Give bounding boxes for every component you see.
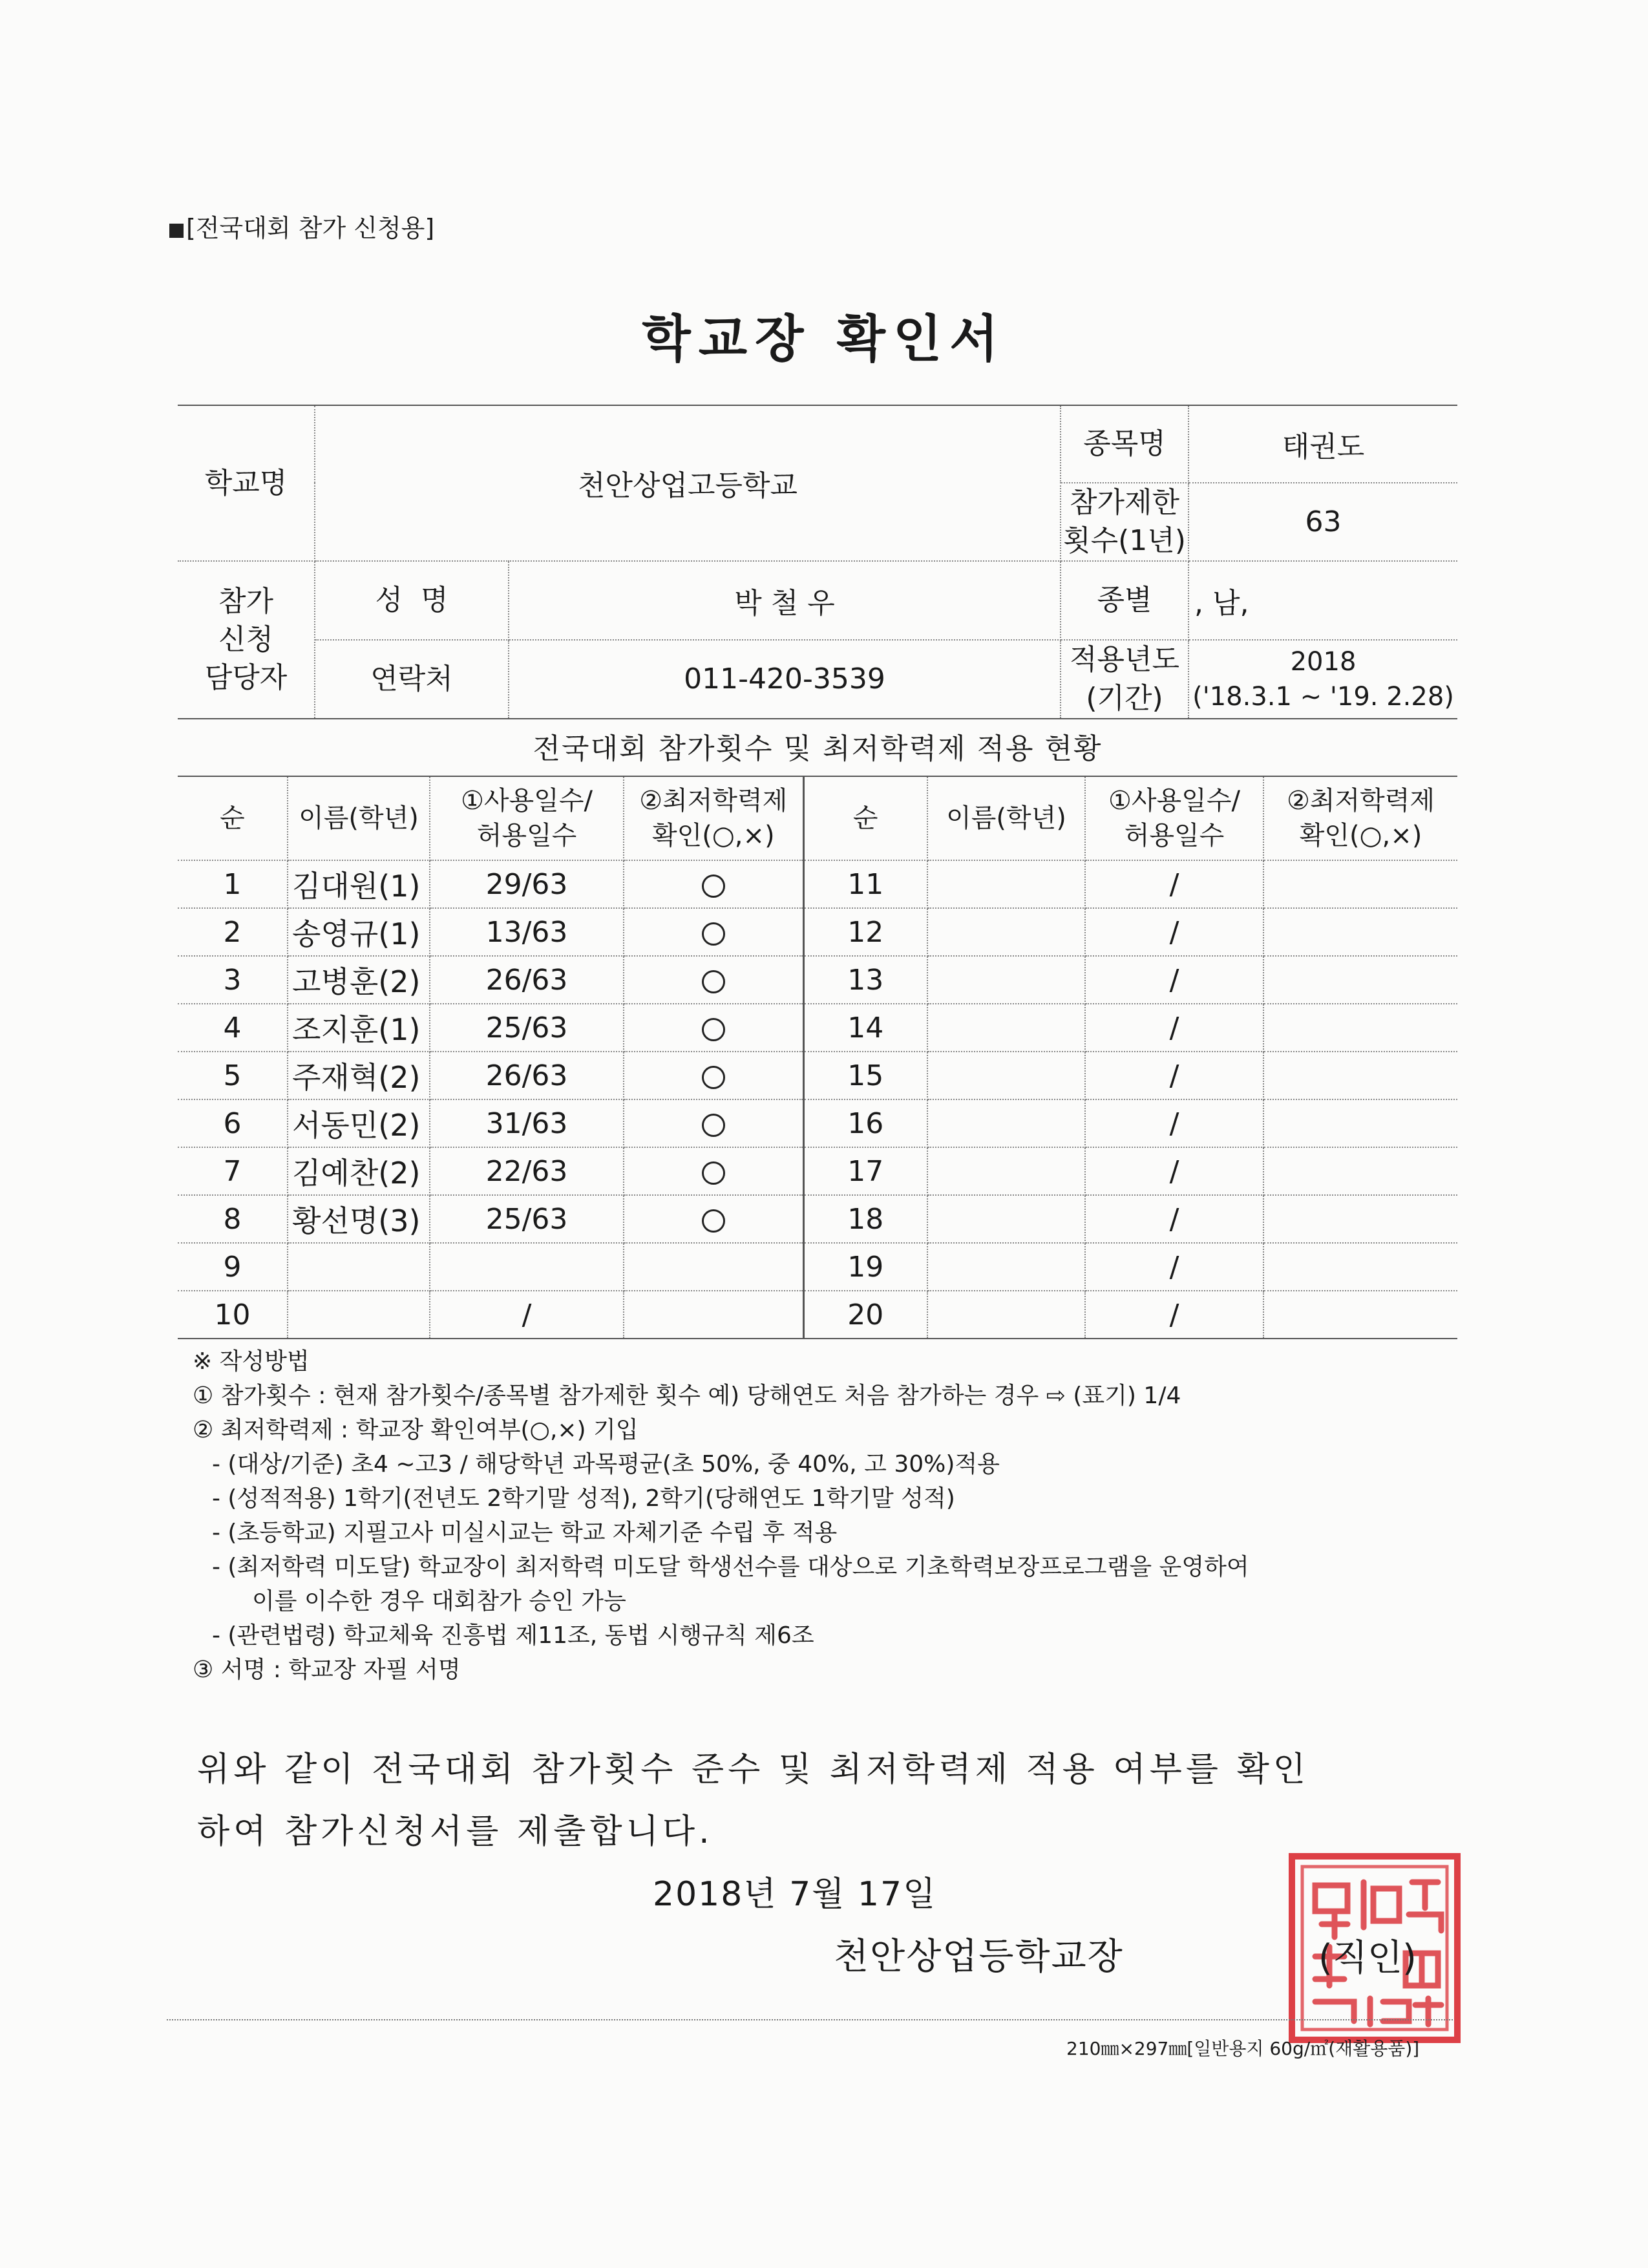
circle-mark-icon: [702, 1161, 725, 1185]
cell-check: [624, 1147, 803, 1195]
table-row: [178, 1243, 1457, 1291]
cell-check: [624, 1243, 803, 1291]
cell-no: 18: [803, 1195, 927, 1243]
cell-name: 김대원(1): [288, 860, 430, 908]
cell-check: [624, 1099, 803, 1147]
cell-days: /: [1085, 1291, 1263, 1339]
cell-no: 2: [178, 908, 288, 956]
circle-mark-icon: [702, 1114, 725, 1137]
table-row: [178, 1052, 1457, 1099]
cell-days: /: [1085, 1004, 1263, 1052]
cell-days: /: [1085, 1243, 1263, 1291]
cell-name: [288, 1291, 430, 1339]
cell-days: 13/63: [430, 908, 624, 956]
cell-no: 19: [803, 1243, 927, 1291]
cell-days: /: [1085, 908, 1263, 956]
instructions-heading: ※ 작성방법: [193, 1348, 310, 1375]
cell-check: [624, 1052, 803, 1099]
event-value: 태권도: [1188, 405, 1457, 483]
instruction-subitem: - (성적적용) 1학기(전년도 2학기말 성적), 2학기(당해연도 1학기말 성적): [212, 1485, 955, 1512]
col-name: 이름(학년): [927, 776, 1085, 860]
applicant-info-table: [178, 405, 1457, 719]
name-value: 박 철 우: [509, 561, 1061, 640]
principal-signature: 천안상업등학교장: [834, 1936, 1124, 1978]
cell-days: /: [1085, 956, 1263, 1004]
col-no: 순: [178, 776, 288, 860]
square-bullet-icon: [169, 224, 184, 238]
contact-value: 011-420-3539: [509, 640, 1061, 719]
cell-name: 조지훈(1): [288, 1004, 430, 1052]
instruction-subitem: - (대상/기준) 초4 ~고3 / 해당학년 과목평균(초 50%, 중 40%, 고 30%)적용: [212, 1451, 1000, 1478]
cell-name: [927, 1243, 1085, 1291]
cell-no: 20: [803, 1291, 927, 1339]
cell-no: 9: [178, 1243, 288, 1291]
participation-table: [178, 776, 1457, 1339]
cell-days: [430, 1243, 624, 1291]
limit-value: 63: [1188, 483, 1457, 561]
cell-check: [624, 1195, 803, 1243]
circle-mark-icon: [702, 1018, 725, 1041]
table-row: [178, 1291, 1457, 1339]
cell-name: 김예찬(2): [288, 1147, 430, 1195]
cell-check: [1263, 1291, 1457, 1339]
cell-name: [927, 1004, 1085, 1052]
gender-value: , 남,: [1188, 561, 1457, 640]
form-type-tag: [169, 208, 434, 244]
cell-days: /: [1085, 1099, 1263, 1147]
cell-days: /: [1085, 1195, 1263, 1243]
cell-days: 25/63: [430, 1004, 624, 1052]
cell-check: [1263, 1099, 1457, 1147]
cell-days: 26/63: [430, 956, 624, 1004]
cell-name: 송영규(1): [288, 908, 430, 956]
cell-no: 4: [178, 1004, 288, 1052]
cell-name: 주재혁(2): [288, 1052, 430, 1099]
cell-name: [927, 860, 1085, 908]
instruction-item: ① 참가횟수 : 현재 참가횟수/종목별 참가제한 횟수 예) 당해연도 처음 참가하는 경우 ⇨ (표기) 1/4: [193, 1383, 1181, 1409]
cell-name: 서동민(2): [288, 1099, 430, 1147]
cell-no: 11: [803, 860, 927, 908]
cell-name: 고병훈(2): [288, 956, 430, 1004]
seal-label: (직인): [1318, 1937, 1417, 1979]
cell-no: 15: [803, 1052, 927, 1099]
cell-name: [927, 1052, 1085, 1099]
cell-days: 26/63: [430, 1052, 624, 1099]
cell-check: [1263, 1195, 1457, 1243]
cell-name: [927, 956, 1085, 1004]
year-value: 2018 ('18.3.1 ~ '19. 2.28): [1188, 640, 1457, 719]
cell-no: 10: [178, 1291, 288, 1339]
circle-mark-icon: [702, 922, 725, 946]
event-label: 종목명: [1061, 405, 1188, 483]
instruction-item: ③ 서명 : 학교장 자필 서명: [193, 1657, 461, 1683]
table-row: [178, 1195, 1457, 1243]
applicant-label: 참가 신청 담당자: [178, 561, 315, 719]
cell-check: [1263, 860, 1457, 908]
document-date: 2018년 7월 17일: [653, 1875, 937, 1914]
name-label: 성 명: [315, 561, 509, 640]
paper-spec: 210㎜×297㎜[일반용지 60g/㎡(재활용품)]: [1066, 2038, 1420, 2059]
circle-mark-icon: [702, 970, 725, 993]
col-no: 순: [803, 776, 927, 860]
instructions: [193, 1344, 1249, 1687]
cell-check: [624, 860, 803, 908]
cell-no: 1: [178, 860, 288, 908]
cell-no: 7: [178, 1147, 288, 1195]
instruction-item: ② 최저학력제 : 학교장 확인여부(○,×) 기입: [193, 1417, 639, 1443]
instruction-subitem: - (초등학교) 지필고사 미실시교는 학교 자체기준 수립 후 적용: [212, 1520, 838, 1546]
form-type-label: [전국대회 참가 신청용]: [186, 214, 435, 242]
confirmation-statement: 위와 같이 전국대회 참가횟수 준수 및 최저학력제 적용 여부를 확인 하여 참가신청서를 제출합니다.: [197, 1750, 1310, 1851]
cell-no: 5: [178, 1052, 288, 1099]
col-name: 이름(학년): [288, 776, 430, 860]
table-row: [178, 1147, 1457, 1195]
cell-no: 14: [803, 1004, 927, 1052]
cell-no: 17: [803, 1147, 927, 1195]
circle-mark-icon: [702, 1209, 725, 1233]
instruction-subitem: - (최저학력 미도달) 학교장이 최저학력 미도달 학생선수를 대상으로 기초학력보장프로그램을 운영하여: [212, 1554, 1249, 1580]
school-label: 학교명: [178, 405, 315, 561]
cell-check: [1263, 908, 1457, 956]
footer-divider: [167, 2019, 1453, 2020]
cell-name: [927, 1195, 1085, 1243]
cell-days: 29/63: [430, 860, 624, 908]
cell-check: [1263, 1147, 1457, 1195]
circle-mark-icon: [702, 1066, 725, 1089]
circle-mark-icon: [702, 874, 725, 898]
instruction-subitem-continued: 이를 이수한 경우 대회참가 승인 가능: [252, 1588, 626, 1615]
cell-check: [624, 1291, 803, 1339]
cell-days: /: [1085, 860, 1263, 908]
table-row: [178, 1004, 1457, 1052]
col-check: ②최저학력제 확인(○,×): [624, 776, 803, 860]
cell-check: [1263, 1243, 1457, 1291]
cell-name: [927, 1291, 1085, 1339]
cell-days: /: [1085, 1052, 1263, 1099]
cell-days: 22/63: [430, 1147, 624, 1195]
col-days: ①사용일수/ 허용일수: [430, 776, 624, 860]
cell-no: 12: [803, 908, 927, 956]
cell-check: [624, 1004, 803, 1052]
section-title: 전국대회 참가횟수 및 최저학력제 적용 현황: [533, 732, 1103, 765]
cell-days: 31/63: [430, 1099, 624, 1147]
table-row: [178, 1099, 1457, 1147]
cell-name: [927, 1147, 1085, 1195]
cell-no: 8: [178, 1195, 288, 1243]
cell-name: [927, 908, 1085, 956]
table-row: [178, 956, 1457, 1004]
cell-days: /: [1085, 1147, 1263, 1195]
instruction-subitem: - (관련법령) 학교체육 진흥법 제11조, 동법 시행규칙 제6조: [212, 1622, 814, 1649]
gender-label: 종별: [1061, 561, 1188, 640]
cell-days: /: [430, 1291, 624, 1339]
document-title: 학교장 확인서: [642, 310, 1006, 368]
cell-name: 황선명(3): [288, 1195, 430, 1243]
limit-label: 참가제한 횟수(1년): [1061, 483, 1188, 561]
cell-name: [927, 1099, 1085, 1147]
cell-days: 25/63: [430, 1195, 624, 1243]
cell-check: [1263, 1004, 1457, 1052]
cell-no: 16: [803, 1099, 927, 1147]
table-row: [178, 860, 1457, 908]
cell-no: 6: [178, 1099, 288, 1147]
contact-label: 연락처: [315, 640, 509, 719]
cell-check: [624, 956, 803, 1004]
col-days: ①사용일수/ 허용일수: [1085, 776, 1263, 860]
school-name: 천안상업고등학교: [315, 405, 1061, 561]
cell-check: [1263, 1052, 1457, 1099]
cell-check: [1263, 956, 1457, 1004]
year-label: 적용년도 (기간): [1061, 640, 1188, 719]
cell-no: 3: [178, 956, 288, 1004]
col-check: ②최저학력제 확인(○,×): [1263, 776, 1457, 860]
table-row: [178, 908, 1457, 956]
cell-no: 13: [803, 956, 927, 1004]
cell-name: [288, 1243, 430, 1291]
cell-check: [624, 908, 803, 956]
